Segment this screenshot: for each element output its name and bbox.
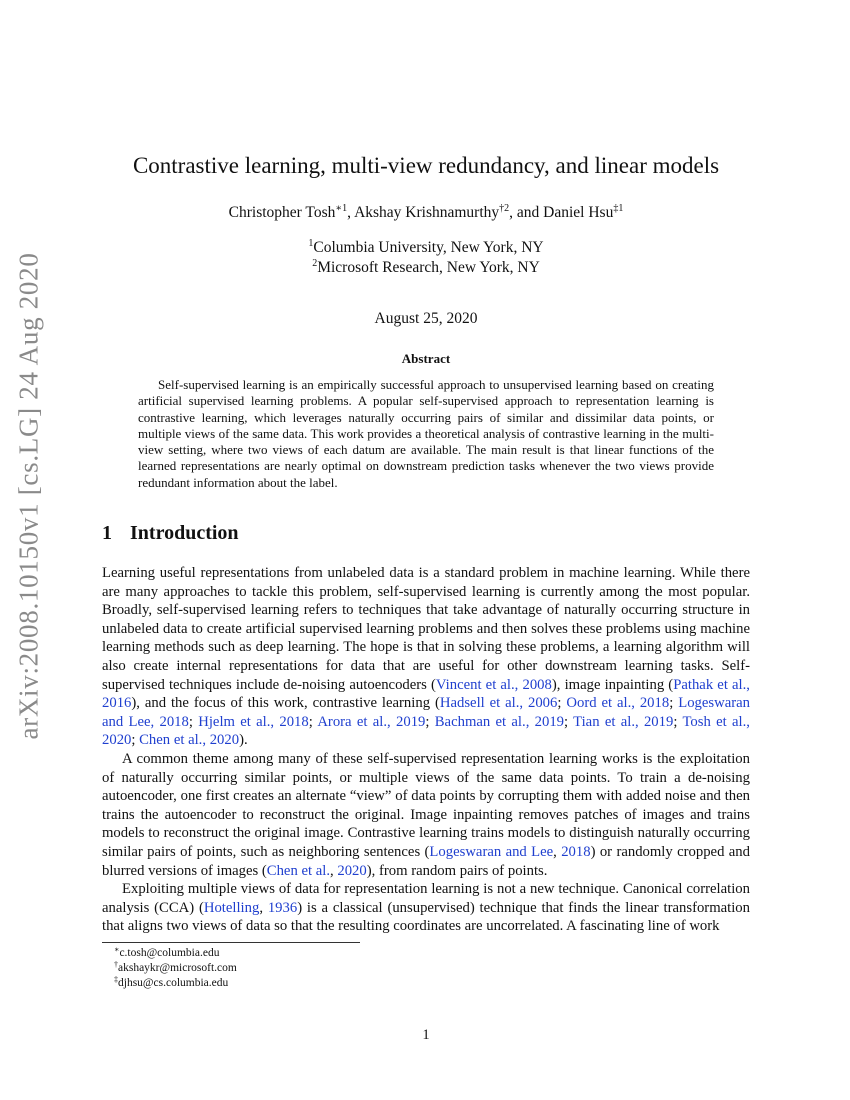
footnote-email: djhsu@cs.columbia.edu (118, 977, 229, 989)
footnote (114, 946, 714, 961)
section-title: Introduction (130, 522, 239, 544)
footnote-email: c.tosh@columbia.edu (119, 947, 220, 959)
citation-link[interactable]: Chen et al., 2020 (139, 732, 240, 749)
paragraph-text: , (259, 899, 268, 916)
introduction-body (102, 564, 750, 936)
affiliation-2 (102, 258, 750, 278)
paragraph-text: ; (425, 713, 435, 730)
paragraph-text: Learning useful representations from unlabeled data is a standard problem in machine learning. While there are many approaches to tackle this problem, self-supervised learning is currently among the most popular. Broadly, self-supervised learning refers to techniques that take advantage of naturally occurring structure in unlabeled data to create artificial supervised learning problems and then solves these problems using machine learning methods such as deep learning. The hope is that in solving these problems, a learning algorithm will also create internal representations for data that are useful for other downstream learning tasks. Self-supervised techniques include de-noising autoencoders ( (102, 565, 750, 693)
paragraph-text: ), from random pairs of points. (366, 862, 548, 879)
arxiv-sidebar-stamp (4, 252, 54, 740)
intro-paragraph (102, 750, 750, 880)
paragraph-text: A common theme among many of these self-supervised representation learning works is the exploitation of naturally occurring similar points, or multiple views of the same data points. To train a de-noising autoencoder, one first creates an alternate “view” of data points by corrupting them with added noise and then trains the autoencoder to reconstruct the original. Image inpainting removes patches of images and trains models to reconstruct the original image. Contrastive learning trains models to distinguish naturally occurring similar pairs of points, such as neighboring sentences ( (102, 750, 750, 860)
paper-date: August 25, 2020 (374, 310, 478, 327)
section-number: 1 (102, 522, 112, 544)
author-separator: , (347, 204, 355, 221)
paragraph-text: ; (564, 713, 574, 730)
citation-link[interactable]: Tian et al., 2019 (573, 713, 674, 730)
author-name: Daniel Hsu (543, 204, 614, 221)
footnote-mark: ∗ (114, 945, 120, 954)
paragraph-text: ). (239, 732, 248, 749)
paragraph-text: ), and the focus of this work, contrastive learning ( (131, 695, 440, 712)
paragraph-text: Exploiting multiple views of data for representation learning is not a new technique. Canonical correlation analysis (CCA) ( (102, 881, 750, 916)
footnote-mark: † (114, 960, 118, 969)
affiliation-text: Microsoft Research, New York, NY (317, 259, 540, 276)
citation-link[interactable]: 2020 (337, 862, 367, 879)
paragraph-text: ; (673, 713, 683, 730)
paragraph-text: ; (188, 713, 199, 730)
citation-link[interactable]: 1936 (267, 899, 298, 916)
author-name: Akshay Krishnamurthy (354, 204, 500, 221)
citation-link[interactable]: Logeswaran and Lee (429, 843, 554, 860)
footnote (114, 961, 714, 976)
affiliation-text: Columbia University, New York, NY (313, 239, 544, 256)
citation-link[interactable]: Tosh et al., 2020 (102, 713, 750, 749)
affiliation-number: 2 (312, 258, 318, 269)
paragraph-text: ; (557, 695, 567, 712)
paragraph-text: ; (669, 695, 679, 712)
abstract-text: Self-supervised learning is an empirically successful approach to unsupervised learning based on creating artificial supervised learning problems. A popular self-supervised approach to representation learning is contrastive learning, which leverages naturally occurring pairs of similar and dissimilar data points, or multiple views of the same data. This work provides a theoretical analysis of contrastive learning in the multi-view setting, where two views of each datum are available. The main result is that linear functions of the learned representations are nearly optimal on downstream prediction tasks whenever the two views provide redundant information about the label. (138, 377, 714, 490)
author-mark: ∗1 (335, 203, 348, 214)
paragraph-text: , (553, 843, 562, 860)
author-name: Christopher Tosh (228, 204, 336, 221)
paragraph-text: ), image inpainting ( (551, 676, 674, 693)
page-number: 1 (422, 1027, 430, 1043)
citation-link[interactable]: Hotelling (203, 899, 260, 916)
footnote-mark: ‡ (114, 975, 118, 984)
footnote-divider (102, 942, 360, 943)
citation-link[interactable]: Hjelm et al., 2018 (198, 713, 309, 730)
author-mark: ‡1 (613, 203, 624, 214)
arxiv-identifier: arXiv:2008.10150v1 [cs.LG] 24 Aug 2020 (13, 252, 44, 740)
author-separator: , and (509, 204, 544, 221)
citation-link[interactable]: Arora et al., 2019 (317, 713, 426, 730)
citation-link[interactable]: Oord et al., 2018 (566, 695, 670, 712)
affiliation-number: 1 (308, 238, 314, 249)
citation-link[interactable]: Vincent et al., 2008 (435, 676, 552, 693)
citation-link[interactable]: Bachman et al., 2019 (434, 713, 565, 730)
intro-paragraph (102, 564, 750, 750)
footnotes (114, 946, 714, 991)
paragraph-text: ; (131, 732, 140, 749)
citation-link[interactable]: Hadsell et al., 2006 (439, 695, 558, 712)
paper-title: Contrastive learning, multi-view redundancy, and linear models (132, 153, 720, 178)
citation-link[interactable]: Pathak et al., 2016 (102, 676, 750, 712)
author-list (102, 203, 750, 223)
footnote-email: akshaykr@microsoft.com (118, 962, 237, 974)
paragraph-text: ; (308, 713, 318, 730)
paragraph-text: ) is a classical (unsupervised) technique that finds the linear transformation that aligns two views of data so that the resulting coordinates are uncorrelated. A fascinating line of work (102, 899, 750, 935)
footnote (114, 976, 714, 991)
affiliation-1 (102, 238, 750, 258)
citation-link[interactable]: 2018 (561, 843, 591, 860)
paragraph-text: ) or randomly cropped and blurred versions of images ( (102, 843, 750, 879)
abstract-heading: Abstract (401, 351, 451, 366)
citation-link[interactable]: Chen et al. (266, 862, 331, 879)
citation-link[interactable]: Logeswaran and Lee, 2018 (102, 695, 750, 730)
section-heading (102, 520, 239, 546)
intro-paragraph (102, 880, 750, 936)
author-mark: †2 (499, 203, 510, 214)
paragraph-text: , (330, 862, 338, 879)
